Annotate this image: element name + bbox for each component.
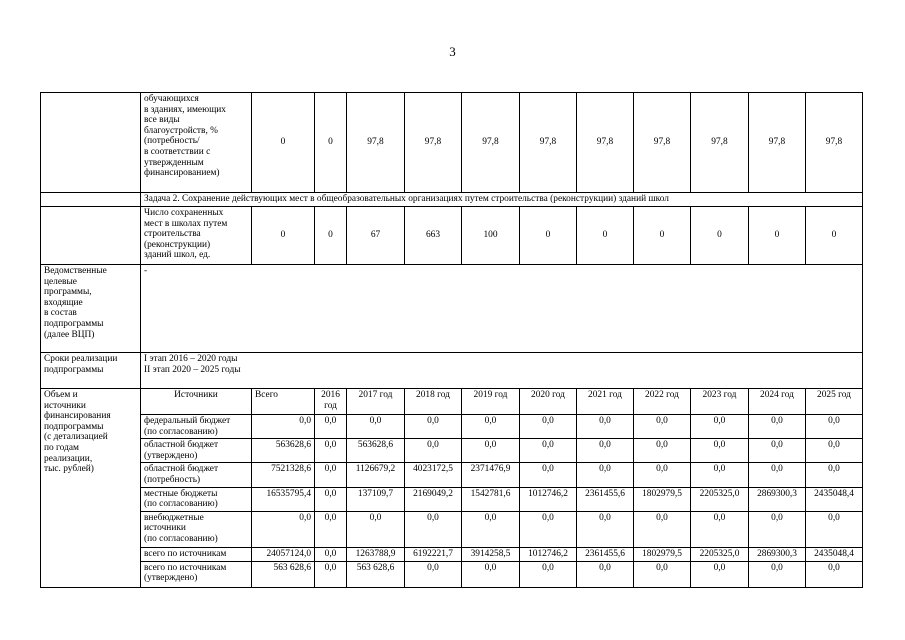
finance-value: 0,0 xyxy=(405,511,462,547)
finance-value: 0,0 xyxy=(806,415,863,439)
finance-value: 0,0 xyxy=(749,463,806,487)
indicator-label: Число сохраненных мест в школах путем строительства (реконструкции) зданий школ, ед. xyxy=(141,207,252,265)
finance-value: 0,0 xyxy=(520,439,577,463)
finance-header: 2019 год xyxy=(462,389,520,415)
finance-value: 0,0 xyxy=(577,463,634,487)
indicator-value: 0 xyxy=(315,93,347,193)
finance-source: областной бюджет (потребность) xyxy=(141,463,252,487)
indicator-value: 97,8 xyxy=(520,93,577,193)
table-row xyxy=(41,511,863,547)
finance-value: 24057124,0 xyxy=(252,547,315,561)
finance-value: 563628,6 xyxy=(252,439,315,463)
finance-value: 0,0 xyxy=(749,415,806,439)
finance-value: 1012746,2 xyxy=(520,487,577,511)
finance-header: 2022 год xyxy=(634,389,691,415)
finance-value: 0,0 xyxy=(315,439,347,463)
table-row xyxy=(41,487,863,511)
finance-value: 3914258,5 xyxy=(462,547,520,561)
finance-value: 0,0 xyxy=(315,547,347,561)
finance-value: 1802979,5 xyxy=(634,487,691,511)
finance-value: 0,0 xyxy=(462,511,520,547)
finance-value: 2869300,3 xyxy=(749,547,806,561)
finance-value: 2371476,9 xyxy=(462,463,520,487)
table-row xyxy=(41,389,863,415)
indicator-value: 0 xyxy=(806,207,863,265)
finance-value: 0,0 xyxy=(806,463,863,487)
finance-value: 0,0 xyxy=(315,463,347,487)
table-row xyxy=(41,547,863,561)
blank-cell xyxy=(41,207,141,265)
indicator-value: 0 xyxy=(252,93,315,193)
finance-source: всего по источникам xyxy=(141,547,252,561)
finance-value: 0,0 xyxy=(462,415,520,439)
finance-value: 0,0 xyxy=(315,561,347,587)
finance-value: 0,0 xyxy=(577,511,634,547)
task-heading: Задача 2. Сохранение действующих мест в общеобразовательных организациях путем строительства (реконструкции) зданий школ xyxy=(141,193,863,207)
finance-value: 0,0 xyxy=(315,487,347,511)
finance-value: 2361455,6 xyxy=(577,487,634,511)
finance-value: 0,0 xyxy=(405,439,462,463)
finance-value: 0,0 xyxy=(347,511,405,547)
table-body xyxy=(41,93,863,588)
table-row xyxy=(41,207,863,265)
indicator-value: 97,8 xyxy=(462,93,520,193)
finance-value: 0,0 xyxy=(315,511,347,547)
indicator-value: 97,8 xyxy=(806,93,863,193)
indicator-value: 0 xyxy=(252,207,315,265)
indicator-value: 97,8 xyxy=(405,93,462,193)
vcp-value: - xyxy=(141,265,863,353)
indicator-value: 97,8 xyxy=(577,93,634,193)
indicator-value: 97,8 xyxy=(347,93,405,193)
indicator-label: обучающихся в зданиях, имеющих все виды благоустройств, % (потребность/ в соответствии с утвержденным финансированием) xyxy=(141,93,252,193)
finance-value: 0,0 xyxy=(806,561,863,587)
finance-value: 0,0 xyxy=(347,415,405,439)
finance-value: 0,0 xyxy=(462,439,520,463)
finance-value: 2205325,0 xyxy=(691,547,749,561)
finance-header: 2018 год xyxy=(405,389,462,415)
terms-label: Сроки реализации подпрограммы xyxy=(41,353,141,389)
finance-header: 2023 год xyxy=(691,389,749,415)
finance-value: 0,0 xyxy=(749,439,806,463)
table-row xyxy=(41,353,863,389)
page-number: 3 xyxy=(449,44,456,59)
finance-value: 0,0 xyxy=(315,415,347,439)
finance-value: 0,0 xyxy=(749,561,806,587)
finance-source: местные бюджеты (по согласованию) xyxy=(141,487,252,511)
finance-value: 0,0 xyxy=(520,415,577,439)
finance-value: 0,0 xyxy=(252,415,315,439)
table-row xyxy=(41,193,863,207)
table-row xyxy=(41,463,863,487)
finance-value: 0,0 xyxy=(691,415,749,439)
finance-value: 1126679,2 xyxy=(347,463,405,487)
indicator-value: 97,8 xyxy=(634,93,691,193)
finance-source: всего по источникам (утверждено) xyxy=(141,561,252,587)
finance-value: 0,0 xyxy=(691,561,749,587)
indicator-value: 100 xyxy=(462,207,520,265)
finance-source: областной бюджет (утверждено) xyxy=(141,439,252,463)
finance-label: Объем и источники финансирования подпрограммы (с детализацией по годам реализации, тыс. рублей) xyxy=(41,389,141,588)
finance-source: внебюджетные источники (по согласованию) xyxy=(141,511,252,547)
finance-value: 2435048,4 xyxy=(806,487,863,511)
finance-header: 2017 год xyxy=(347,389,405,415)
finance-value: 0,0 xyxy=(634,415,691,439)
finance-header: 2020 год xyxy=(520,389,577,415)
finance-header: 2024 год xyxy=(749,389,806,415)
finance-source: федеральный бюджет (по согласованию) xyxy=(141,415,252,439)
finance-value: 0,0 xyxy=(806,511,863,547)
finance-value: 2435048,4 xyxy=(806,547,863,561)
table-row xyxy=(41,415,863,439)
finance-value: 0,0 xyxy=(749,511,806,547)
finance-value: 0,0 xyxy=(520,463,577,487)
finance-value: 0,0 xyxy=(520,561,577,587)
finance-value: 6192221,7 xyxy=(405,547,462,561)
blank-cell xyxy=(41,93,141,193)
finance-value: 563 628,6 xyxy=(252,561,315,587)
indicator-value: 0 xyxy=(520,207,577,265)
finance-value: 0,0 xyxy=(405,561,462,587)
table-row xyxy=(41,561,863,587)
indicator-value: 0 xyxy=(749,207,806,265)
indicator-value: 97,8 xyxy=(749,93,806,193)
finance-value: 0,0 xyxy=(405,415,462,439)
passport-table xyxy=(40,92,863,588)
finance-value: 1263788,9 xyxy=(347,547,405,561)
blank-cell xyxy=(41,193,141,207)
finance-value: 2869300,3 xyxy=(749,487,806,511)
finance-header: Всего xyxy=(252,389,315,415)
finance-value: 2205325,0 xyxy=(691,487,749,511)
finance-value: 0,0 xyxy=(634,511,691,547)
finance-value: 137109,7 xyxy=(347,487,405,511)
finance-value: 1802979,5 xyxy=(634,547,691,561)
finance-value: 0,0 xyxy=(577,561,634,587)
finance-value: 0,0 xyxy=(577,415,634,439)
terms-value: I этап 2016 – 2020 годы II этап 2020 – 2025 годы xyxy=(141,353,863,389)
vcp-label: Ведомственные целевые программы, входящие в состав подпрограммы (далее ВЦП) xyxy=(41,265,141,353)
finance-value: 0,0 xyxy=(520,511,577,547)
finance-value: 0,0 xyxy=(462,561,520,587)
finance-value: 0,0 xyxy=(634,561,691,587)
finance-header: 2025 год xyxy=(806,389,863,415)
finance-value: 0,0 xyxy=(577,439,634,463)
finance-value: 4023172,5 xyxy=(405,463,462,487)
finance-header: 2021 год xyxy=(577,389,634,415)
finance-value: 0,0 xyxy=(806,439,863,463)
finance-value: 16535795,4 xyxy=(252,487,315,511)
finance-value: 563 628,6 xyxy=(347,561,405,587)
finance-value: 0,0 xyxy=(691,439,749,463)
table-row xyxy=(41,439,863,463)
finance-value: 563628,6 xyxy=(347,439,405,463)
finance-header: 2016 год xyxy=(315,389,347,415)
indicator-value: 0 xyxy=(634,207,691,265)
indicator-value: 0 xyxy=(577,207,634,265)
finance-value: 0,0 xyxy=(634,463,691,487)
table-row xyxy=(41,265,863,353)
indicator-value: 97,8 xyxy=(691,93,749,193)
indicator-value: 663 xyxy=(405,207,462,265)
finance-value: 1542781,6 xyxy=(462,487,520,511)
finance-value: 1012746,2 xyxy=(520,547,577,561)
finance-value: 7521328,6 xyxy=(252,463,315,487)
finance-value: 0,0 xyxy=(691,511,749,547)
indicator-value: 67 xyxy=(347,207,405,265)
indicator-value: 0 xyxy=(691,207,749,265)
indicator-value: 0 xyxy=(315,207,347,265)
finance-value: 0,0 xyxy=(634,439,691,463)
finance-value: 0,0 xyxy=(691,463,749,487)
finance-value: 2361455,6 xyxy=(577,547,634,561)
finance-header: Источники xyxy=(141,389,252,415)
finance-value: 2169049,2 xyxy=(405,487,462,511)
table-row xyxy=(41,93,863,193)
finance-value: 0,0 xyxy=(252,511,315,547)
